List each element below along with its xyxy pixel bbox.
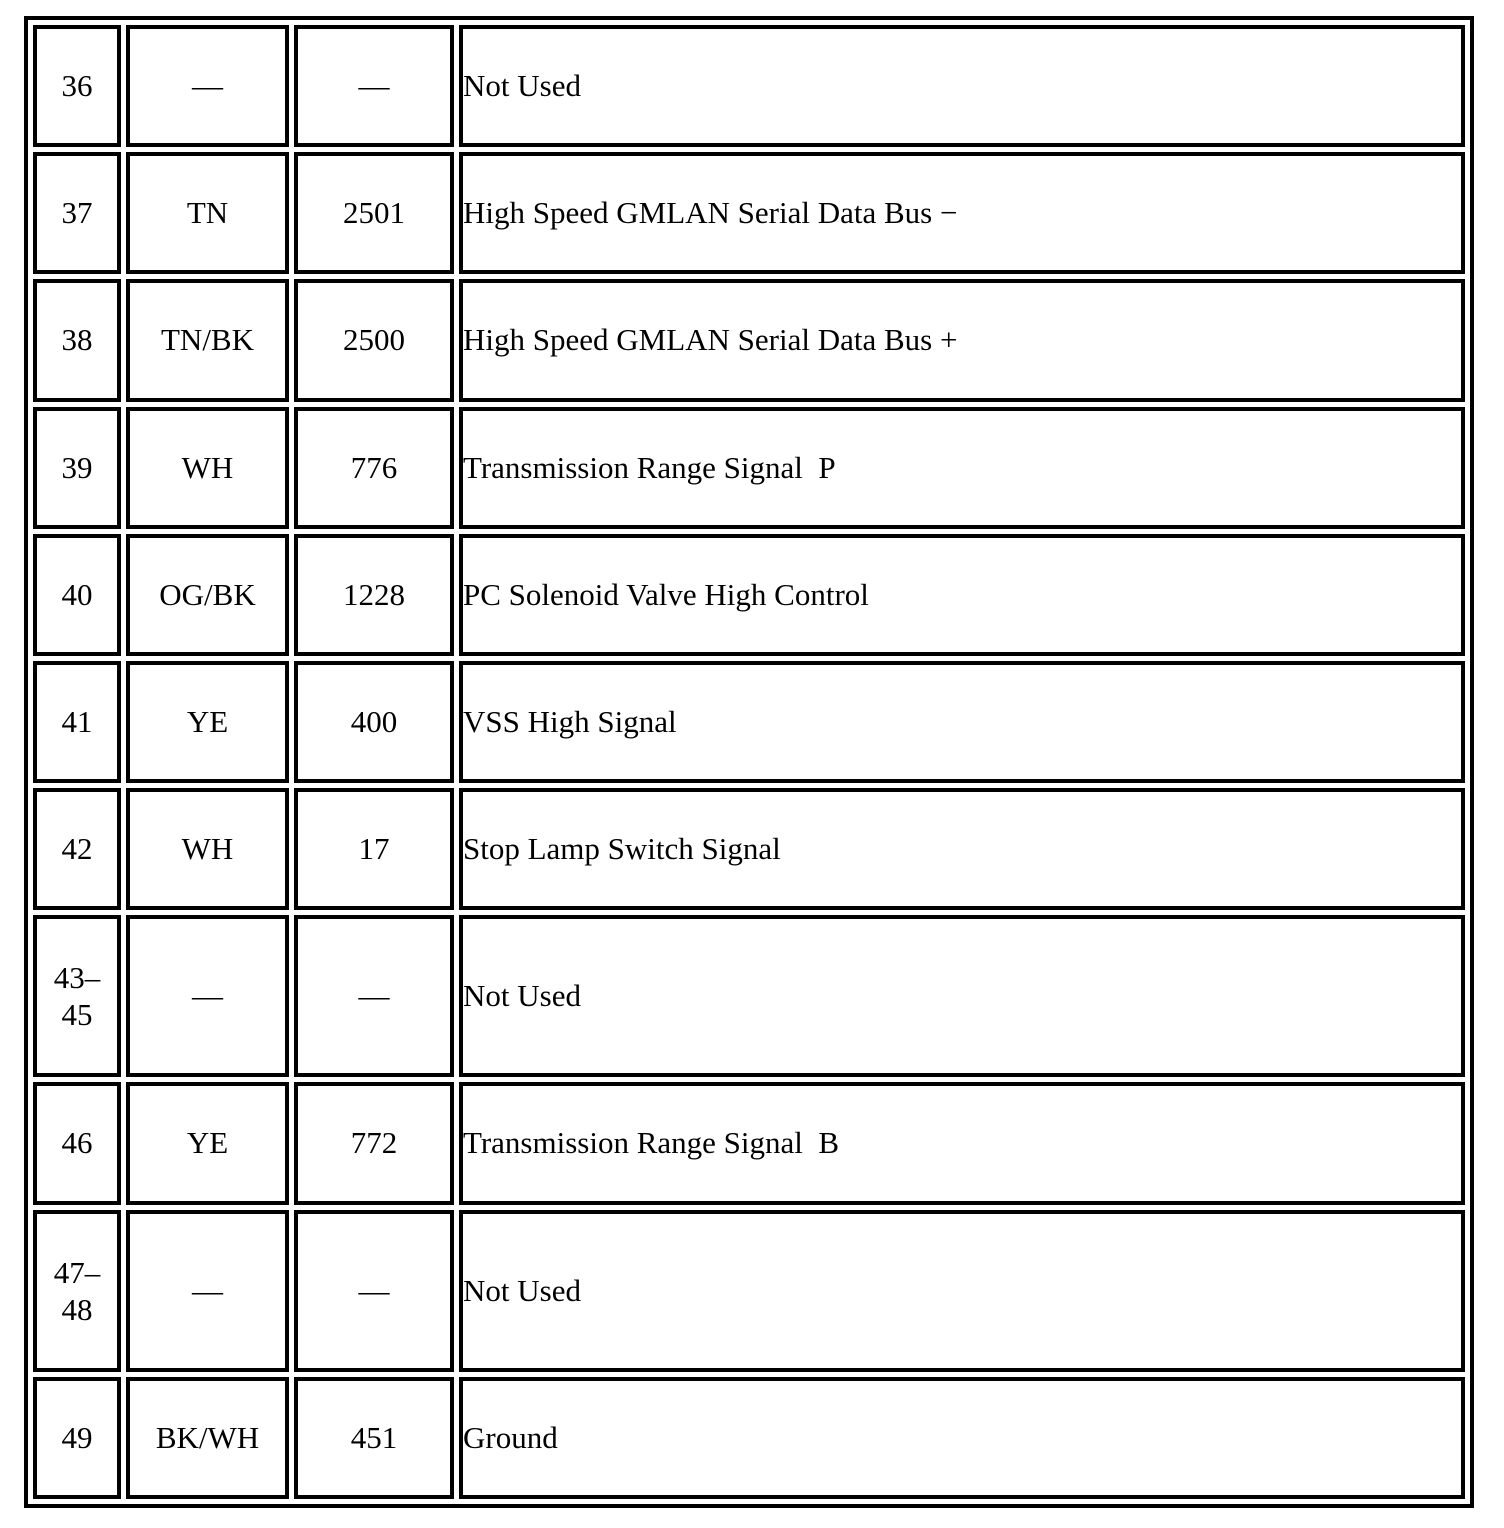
circuit-cell: — [294,915,454,1077]
circuit-cell: 772 [294,1082,454,1204]
table-row [33,1210,1465,1372]
pin-cell: 38 [33,279,121,401]
wire-color-cell: YE [126,661,289,783]
table-row [33,1082,1465,1204]
wire-color-cell: — [126,25,289,147]
function-cell: PC Solenoid Valve High Control [459,534,1465,656]
function-cell: Ground [459,1377,1465,1499]
table-row [33,1377,1465,1499]
wire-color-cell: BK/WH [126,1377,289,1499]
table-row [33,915,1465,1077]
function-cell: Not Used [459,1210,1465,1372]
function-cell: High Speed GMLAN Serial Data Bus − [459,152,1465,274]
table-row [33,279,1465,401]
circuit-cell: 451 [294,1377,454,1499]
function-cell: Stop Lamp Switch Signal [459,788,1465,910]
circuit-cell: 17 [294,788,454,910]
pin-cell: 36 [33,25,121,147]
circuit-cell: 2500 [294,279,454,401]
pin-cell: 37 [33,152,121,274]
function-cell: Not Used [459,25,1465,147]
table-row [33,152,1465,274]
circuit-cell: — [294,1210,454,1372]
pinout-grid [28,20,1470,1504]
pin-cell: 41 [33,661,121,783]
pin-cell: 46 [33,1082,121,1204]
table-row [33,661,1465,783]
pin-cell: 43– 45 [33,915,121,1077]
function-cell: Transmission Range Signal P [459,407,1465,529]
pin-cell: 39 [33,407,121,529]
wire-color-cell: — [126,915,289,1077]
wire-color-cell: WH [126,407,289,529]
function-cell: Not Used [459,915,1465,1077]
wire-color-cell: TN/BK [126,279,289,401]
function-cell: VSS High Signal [459,661,1465,783]
connector-pinout-table [24,16,1474,1508]
circuit-cell: 400 [294,661,454,783]
wire-color-cell: OG/BK [126,534,289,656]
circuit-cell: — [294,25,454,147]
table-row [33,407,1465,529]
function-cell: Transmission Range Signal B [459,1082,1465,1204]
function-cell: High Speed GMLAN Serial Data Bus + [459,279,1465,401]
circuit-cell: 776 [294,407,454,529]
circuit-cell: 1228 [294,534,454,656]
pin-cell: 40 [33,534,121,656]
table-row [33,534,1465,656]
pin-cell: 49 [33,1377,121,1499]
wire-color-cell: YE [126,1082,289,1204]
pin-cell: 47– 48 [33,1210,121,1372]
wire-color-cell: TN [126,152,289,274]
table-row [33,788,1465,910]
circuit-cell: 2501 [294,152,454,274]
wire-color-cell: WH [126,788,289,910]
wire-color-cell: — [126,1210,289,1372]
table-row [33,25,1465,147]
pin-cell: 42 [33,788,121,910]
